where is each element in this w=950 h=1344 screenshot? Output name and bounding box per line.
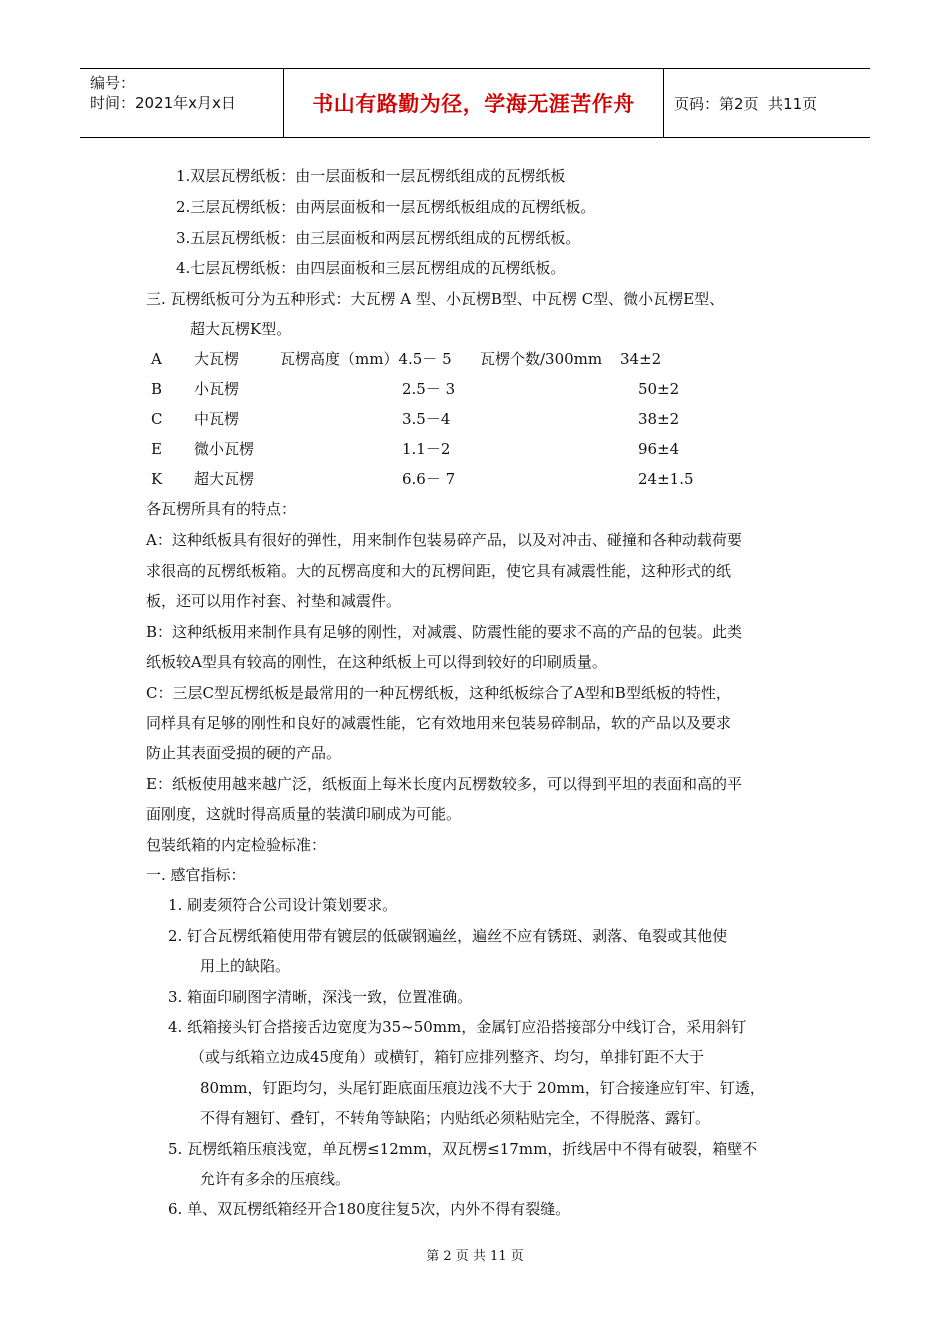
paragraph-line: B：这种纸板用来制作具有足够的刚性，对减震、防震性能的要求不高的产品的包装。此类 [146, 623, 743, 641]
table-cell-name: 超大瓦楞 [194, 470, 255, 488]
section-heading: 三. 瓦楞纸板可分为五种形式：大瓦楞 A 型、小瓦楞B型、中瓦楞 C型、微小瓦楞E型、 [146, 290, 725, 308]
table-cell-code: C [151, 410, 163, 428]
table-cell-name: 中瓦楞 [194, 410, 240, 428]
paragraph-line: 面刚度，这就时得高质量的装潢印刷成为可能。 [146, 805, 462, 823]
header-page-info [664, 69, 870, 137]
header-meta [90, 73, 236, 113]
table-cell-height: 2.5－ 3 [402, 380, 456, 398]
page-header [80, 68, 870, 138]
list-item: 3.五层瓦楞纸板：由三层面板和两层瓦楞纸组成的瓦楞纸板。 [176, 229, 581, 247]
paragraph-line: 防止其表面受损的硬的产品。 [146, 744, 342, 762]
paragraph-line: E：纸板使用越来越广泛，纸板面上每米长度内瓦楞数较多，可以得到平坦的表面和高的平 [146, 775, 742, 793]
list-item: 2. 钉合瓦楞纸箱使用带有镀层的低碳钢遍丝，遍丝不应有锈斑、剥落、龟裂或其他使 [168, 927, 728, 945]
paragraph-line: （或与纸箱立边成45度角）或横钉，箱钉应排列整齐、均匀，单排钉距不大于 [190, 1048, 705, 1066]
table-cell-count: 34±2 [620, 350, 662, 368]
section-heading: 各瓦楞所具有的特点： [146, 500, 297, 518]
paragraph-line: 80mm，钉距均匀，头尾钉距底面压痕边浅不大于 20mm，钉合接逢应钉牢、钉透， [200, 1079, 765, 1097]
document-number: 编号： [90, 74, 136, 92]
list-item: 6. 单、双瓦楞纸箱经开合180度往复5次，内外不得有裂缝。 [168, 1200, 571, 1218]
paragraph-line: A：这种纸板具有很好的弹性，用来制作包装易碎产品，以及对冲击、碰撞和各种动载荷要 [146, 531, 742, 549]
table-cell-count: 38±2 [638, 410, 680, 428]
list-item: 4. 纸箱接头钉合搭接舌边宽度为35~50mm，金属钉应沿搭接部分中线订合，采用斜钉 [168, 1018, 747, 1036]
table-cell-code: A [151, 350, 162, 368]
section-heading: 一. 感官指标： [146, 866, 246, 884]
list-item: 1. 刷麦须符合公司设计策划要求。 [168, 896, 398, 914]
paragraph-line: 板，还可以用作衬套、衬垫和减震件。 [146, 592, 402, 610]
table-cell-count: 24±1.5 [638, 470, 694, 488]
section-heading: 包装纸箱的内定检验标准： [146, 836, 327, 854]
paragraph-line: 允许有多余的压痕线。 [200, 1170, 351, 1188]
table-cell-name: 微小瓦楞 [194, 440, 255, 458]
paragraph-line: 纸板较A型具有较高的刚性，在这种纸板上可以得到较好的印刷质量。 [146, 653, 607, 671]
page-label: 页码：第2页 共11页 [674, 94, 818, 113]
table-cell-count: 96±4 [638, 440, 680, 458]
table-cell-code: B [151, 380, 163, 398]
table-cell-name: 小瓦楞 [194, 380, 240, 398]
table-cell-code: E [151, 440, 162, 458]
list-item: 4.七层瓦楞纸板：由四层面板和三层瓦楞组成的瓦楞纸板。 [176, 259, 566, 277]
paragraph-line: 求很高的瓦楞纸板箱。大的瓦楞高度和大的瓦楞间距，使它具有减震性能，这种形式的纸 [146, 562, 732, 580]
list-item: 2.三层瓦楞纸板：由两层面板和一层瓦楞纸板组成的瓦楞纸板。 [176, 198, 596, 216]
list-item: 5. 瓦楞纸箱压痕浅宽，单瓦楞≤12mm，双瓦楞≤17mm，折线居中不得有破裂，箱壁不 [168, 1140, 758, 1158]
table-cell-height: 瓦楞高度（mm）4.5－ 5 [280, 350, 452, 368]
page-footer: 第 2 页 共 11 页 [426, 1249, 524, 1264]
table-cell-code: K [151, 470, 163, 488]
table-cell-name: 大瓦楞 [194, 350, 240, 368]
paragraph-line: C：三层C型瓦楞纸板是最常用的一种瓦楞纸板，这种纸板综合了A型和B型纸板的特性， [146, 684, 731, 702]
header-motto: 书山有路勤为径，学海无涯苦作舟 [312, 92, 635, 116]
document-date: 时间：2021年x月x日 [90, 94, 236, 112]
paragraph-line: 用上的缺陷。 [200, 957, 291, 975]
table-cell-count-label: 瓦楞个数/300mm [480, 350, 603, 368]
table-cell-count: 50±2 [638, 380, 680, 398]
list-item: 1.双层瓦楞纸板：由一层面板和一层瓦楞纸组成的瓦楞纸板 [176, 167, 566, 185]
paragraph-line: 同样具有足够的刚性和良好的减震性能，它有效地用来包装易碎制品，软的产品以及要求 [146, 714, 732, 732]
table-cell-height: 6.6－ 7 [402, 470, 456, 488]
list-item: 3. 箱面印刷图字清晰，深浅一致，位置准确。 [168, 988, 473, 1006]
paragraph-line: 超大瓦楞K型。 [190, 320, 292, 338]
table-cell-height: 3.5－4 [402, 410, 451, 428]
table-cell-height: 1.1－2 [402, 440, 451, 458]
paragraph-line: 不得有翘钉、叠钉，不转角等缺陷；内贴纸必须粘贴完全，不得脱落、露钉。 [200, 1109, 711, 1127]
